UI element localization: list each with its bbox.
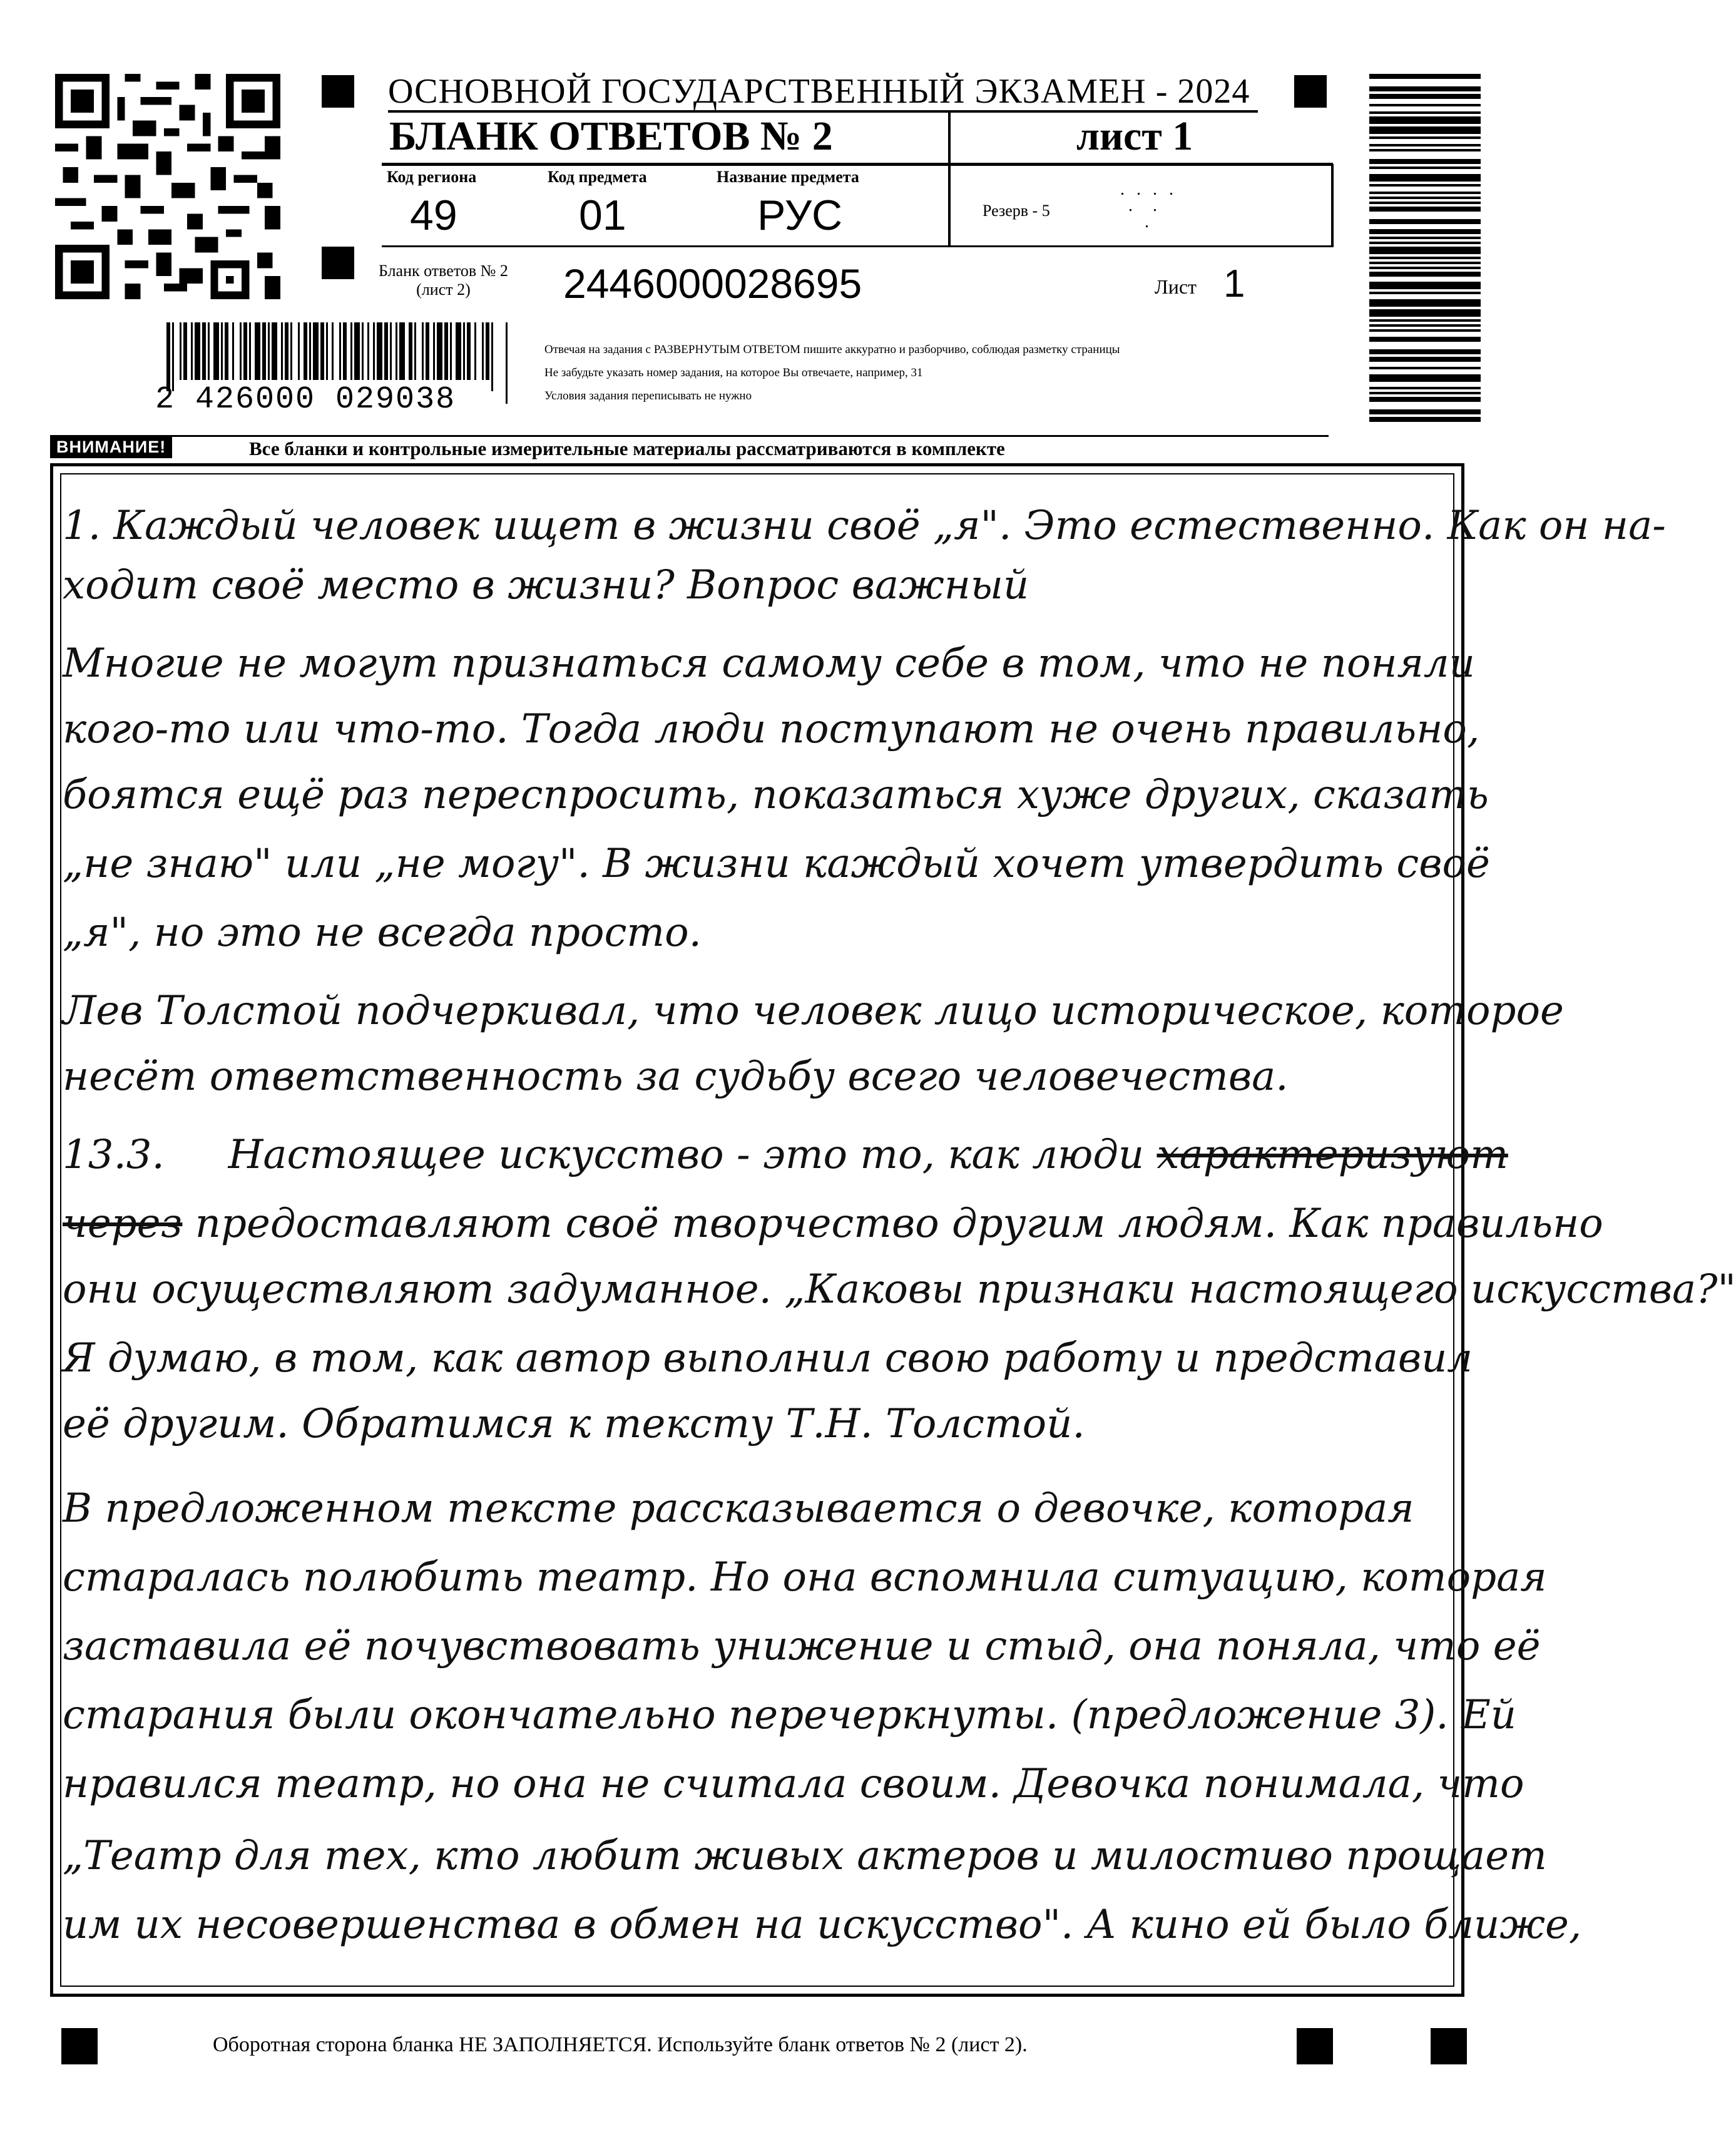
answer-line: старалась полюбить театр. Но она вспомнила ситуацию, которая [63,1554,1547,1601]
qr-code [55,74,280,299]
subject-name-label: Название предмета [717,168,859,186]
subject-code-value: 01 [579,192,626,239]
header-rule [382,163,1333,166]
reserve-dots: . . . . . . . [1120,180,1177,232]
header-rule [382,245,1333,247]
answer-line: „Театр для тех, кто любит живых актеров и милостиво прощает [63,1833,1547,1879]
answer-line [63,1192,1603,1255]
answer-line: нравился театр, но она не считала своим. Девочка понимала, что [63,1761,1524,1807]
answer-line: В предложенном тексте рассказывается о девочке, которая [63,1485,1414,1532]
struck-word: через [63,1201,183,1247]
warning-rule [50,435,1329,437]
region-value: 49 [410,192,457,239]
answer-line-task-13-3 [63,1124,1508,1186]
alignment-marker [322,75,354,108]
answer-line: Лев Толстой подчеркивал, что человек лицо историческое, которое [63,988,1564,1034]
alignment-marker [322,247,354,279]
form2-number: 2446000028695 [563,260,862,307]
task-number: 13.3. [63,1132,165,1178]
answer-line: несёт ответственность за судьбу всего человечества. [63,1053,1289,1100]
alignment-marker [1297,2028,1333,2064]
footer-note: Оборотная сторона бланка НЕ ЗАПОЛНЯЕТСЯ. Используйте бланк ответов № 2 (лист 2). [213,2033,1028,2056]
answer-text: предоставляют своё творчество другим людям. Как правильно [195,1201,1603,1247]
answer-line: они осуществляют задуманное. „Каковы признаки настоящего искусства?" [63,1266,1736,1313]
form-title: БЛАНК ОТВЕТОВ № 2 [389,113,833,159]
answer-line: „я", но это не всегда просто. [63,910,702,956]
form2-label: Бланк ответов № 2 (лист 2) [379,262,508,299]
answer-line: заставила её почувствовать унижение и стыд, она поняла, что её [63,1623,1541,1669]
answer-text: Настоящее искусство - это то, как люди [228,1132,1145,1178]
instructions-divider [506,322,508,404]
answer-line: кого-то или что-то. Тогда люди поступают не очень правильно, [63,706,1480,752]
header-divider [948,113,951,247]
sheet-label: Лист [1155,275,1197,298]
answer-line: „не знаю" или „не могу". В жизни каждый хочет утвердить своё [63,841,1490,887]
alignment-marker [1431,2028,1467,2064]
alignment-marker [1294,75,1327,108]
answer-line: Я думаю, в том, как автор выполнил свою работу и представил [63,1335,1473,1381]
barcode-number: 2 426000 029038 [155,382,456,418]
struck-word: характеризуют [1156,1132,1508,1178]
header-divider [1331,164,1334,247]
vertical-barcode [1369,74,1481,424]
instructions: Отвечая на задания с РАЗВЕРНУТЫМ ОТВЕТОМ пишите аккуратно и разборчиво, соблюдая разметку страницы Не забудьте указать номер задания, на которое Вы отвечаете, например, 31 Условия задания переписывать не нужно [544,343,1120,402]
answer-line: им их несовершенства в обмен на искусство". А кино ей было ближе, [63,1902,1582,1948]
answer-line: ходит своё место в жизни? Вопрос важный [63,562,1029,608]
region-label: Код региона [387,168,477,186]
warning-label: ВНИМАНИЕ! [50,436,172,458]
answer-line: старания были окончательно перечеркнуты. (предложение 3). Ей [63,1692,1516,1738]
answer-line: 1. Каждый человек ищет в жизни своё „я". Это естественно. Как он на- [63,503,1666,549]
sheet-title: лист 1 [1076,113,1193,159]
answer-line: боятся ещё раз переспросить, показаться хуже других, сказать [63,772,1489,818]
sheet-number: 1 [1223,262,1245,305]
answer-line: Многие не могут признаться самому себе в том, что не поняли [63,640,1475,687]
reserve-label: Резерв - 5 [983,202,1050,220]
exam-title: ОСНОВНОЙ ГОСУДАРСТВЕННЫЙ ЭКЗАМЕН - 2024 [388,72,1250,111]
alignment-marker [61,2028,98,2064]
subject-code-label: Код предмета [548,168,647,186]
answer-line: её другим. Обратимся к тексту Т.Н. Толстой. [63,1401,1085,1447]
subject-name-value: РУС [757,192,843,239]
warning-text: Все бланки и контрольные измерительные материалы рассматриваются в комплекте [249,438,1005,459]
